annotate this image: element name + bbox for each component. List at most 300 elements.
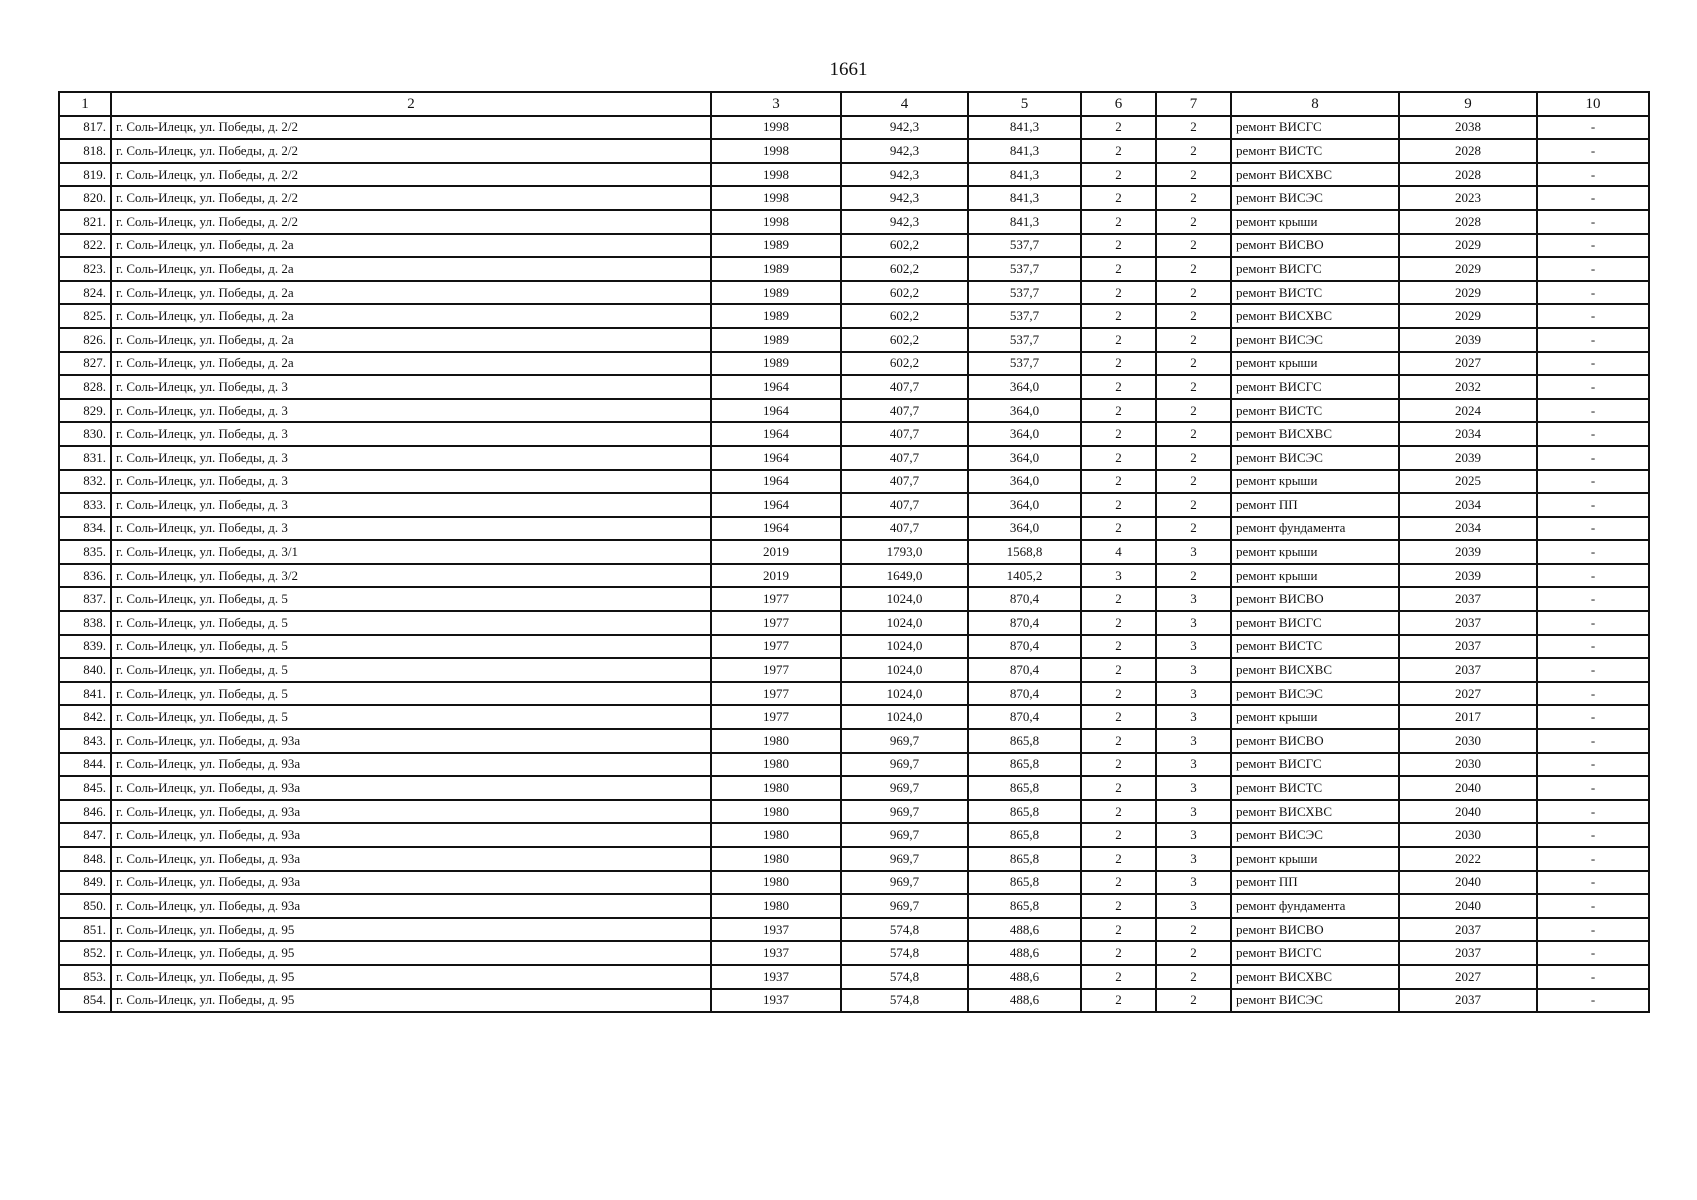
col-work-type-cell: ремонт крыши xyxy=(1231,564,1399,588)
col-year-cell: 1989 xyxy=(711,257,841,281)
header-col-note: 10 xyxy=(1537,92,1649,116)
col-year-cell: 1989 xyxy=(711,352,841,376)
col-entrances-cell: 2 xyxy=(1156,399,1231,423)
col-entrances-cell: 3 xyxy=(1156,635,1231,659)
col-note-cell: - xyxy=(1537,989,1649,1013)
col-note-cell: - xyxy=(1537,918,1649,942)
table-row xyxy=(59,965,1649,989)
col-num-cell: 831. xyxy=(59,446,111,470)
col-work-type-cell: ремонт ВИСХВС xyxy=(1231,422,1399,446)
col-area-living-cell: 841,3 xyxy=(968,163,1081,187)
col-address-cell: г. Соль-Илецк, ул. Победы, д. 93а xyxy=(111,776,711,800)
col-planned-year-cell: 2037 xyxy=(1399,941,1537,965)
col-planned-year-cell: 2028 xyxy=(1399,139,1537,163)
col-work-type-cell: ремонт ВИСЭС xyxy=(1231,823,1399,847)
header-row xyxy=(59,92,1649,116)
col-floors-cell: 2 xyxy=(1081,894,1156,918)
col-area-total-cell: 942,3 xyxy=(841,210,968,234)
col-area-total-cell: 574,8 xyxy=(841,965,968,989)
col-entrances-cell: 2 xyxy=(1156,470,1231,494)
col-year-cell: 1977 xyxy=(711,635,841,659)
col-work-type-cell: ремонт крыши xyxy=(1231,352,1399,376)
col-floors-cell: 2 xyxy=(1081,965,1156,989)
col-entrances-cell: 2 xyxy=(1156,281,1231,305)
col-num-cell: 828. xyxy=(59,375,111,399)
col-num-cell: 845. xyxy=(59,776,111,800)
col-planned-year-cell: 2040 xyxy=(1399,776,1537,800)
col-note-cell: - xyxy=(1537,753,1649,777)
col-area-living-cell: 870,4 xyxy=(968,587,1081,611)
table-row xyxy=(59,446,1649,470)
col-area-living-cell: 537,7 xyxy=(968,257,1081,281)
col-entrances-cell: 2 xyxy=(1156,493,1231,517)
col-work-type-cell: ремонт ВИСВО xyxy=(1231,587,1399,611)
col-entrances-cell: 3 xyxy=(1156,753,1231,777)
table-row xyxy=(59,186,1649,210)
table-row xyxy=(59,753,1649,777)
table-row xyxy=(59,328,1649,352)
col-address-cell: г. Соль-Илецк, ул. Победы, д. 5 xyxy=(111,682,711,706)
col-note-cell: - xyxy=(1537,399,1649,423)
table-row xyxy=(59,800,1649,824)
col-work-type-cell: ремонт ВИСГС xyxy=(1231,257,1399,281)
col-floors-cell: 2 xyxy=(1081,800,1156,824)
table-row xyxy=(59,682,1649,706)
col-year-cell: 1977 xyxy=(711,658,841,682)
col-work-type-cell: ремонт ВИСЭС xyxy=(1231,682,1399,706)
col-floors-cell: 2 xyxy=(1081,941,1156,965)
table-row xyxy=(59,587,1649,611)
col-address-cell: г. Соль-Илецк, ул. Победы, д. 3/1 xyxy=(111,540,711,564)
col-area-total-cell: 1024,0 xyxy=(841,635,968,659)
col-entrances-cell: 2 xyxy=(1156,186,1231,210)
col-year-cell: 1964 xyxy=(711,446,841,470)
col-planned-year-cell: 2037 xyxy=(1399,918,1537,942)
col-entrances-cell: 3 xyxy=(1156,847,1231,871)
col-area-living-cell: 870,4 xyxy=(968,635,1081,659)
table-row xyxy=(59,729,1649,753)
col-work-type-cell: ремонт ВИСГС xyxy=(1231,753,1399,777)
col-planned-year-cell: 2022 xyxy=(1399,847,1537,871)
table-row xyxy=(59,871,1649,895)
col-num-cell: 834. xyxy=(59,517,111,541)
col-num-cell: 825. xyxy=(59,304,111,328)
col-floors-cell: 2 xyxy=(1081,705,1156,729)
col-planned-year-cell: 2039 xyxy=(1399,328,1537,352)
col-planned-year-cell: 2038 xyxy=(1399,116,1537,140)
col-note-cell: - xyxy=(1537,540,1649,564)
col-work-type-cell: ремонт крыши xyxy=(1231,210,1399,234)
col-entrances-cell: 3 xyxy=(1156,705,1231,729)
col-area-total-cell: 969,7 xyxy=(841,800,968,824)
col-year-cell: 1989 xyxy=(711,281,841,305)
col-work-type-cell: ремонт крыши xyxy=(1231,540,1399,564)
header-col-address: 2 xyxy=(111,92,711,116)
table-row xyxy=(59,422,1649,446)
col-address-cell: г. Соль-Илецк, ул. Победы, д. 93а xyxy=(111,871,711,895)
col-planned-year-cell: 2039 xyxy=(1399,446,1537,470)
col-year-cell: 1980 xyxy=(711,847,841,871)
col-note-cell: - xyxy=(1537,304,1649,328)
col-work-type-cell: ремонт ВИСТС xyxy=(1231,635,1399,659)
col-area-living-cell: 364,0 xyxy=(968,399,1081,423)
col-entrances-cell: 2 xyxy=(1156,941,1231,965)
table-row xyxy=(59,116,1649,140)
col-year-cell: 2019 xyxy=(711,564,841,588)
col-planned-year-cell: 2034 xyxy=(1399,517,1537,541)
col-note-cell: - xyxy=(1537,705,1649,729)
col-num-cell: 851. xyxy=(59,918,111,942)
table-row xyxy=(59,139,1649,163)
col-note-cell: - xyxy=(1537,139,1649,163)
col-num-cell: 826. xyxy=(59,328,111,352)
col-work-type-cell: ремонт ВИСХВС xyxy=(1231,965,1399,989)
col-year-cell: 1980 xyxy=(711,823,841,847)
col-planned-year-cell: 2032 xyxy=(1399,375,1537,399)
col-entrances-cell: 2 xyxy=(1156,304,1231,328)
col-address-cell: г. Соль-Илецк, ул. Победы, д. 2/2 xyxy=(111,210,711,234)
col-entrances-cell: 3 xyxy=(1156,823,1231,847)
col-planned-year-cell: 2030 xyxy=(1399,753,1537,777)
col-area-total-cell: 969,7 xyxy=(841,729,968,753)
col-floors-cell: 2 xyxy=(1081,352,1156,376)
col-address-cell: г. Соль-Илецк, ул. Победы, д. 2/2 xyxy=(111,139,711,163)
col-floors-cell: 2 xyxy=(1081,611,1156,635)
col-area-total-cell: 574,8 xyxy=(841,989,968,1013)
col-address-cell: г. Соль-Илецк, ул. Победы, д. 3 xyxy=(111,399,711,423)
col-num-cell: 829. xyxy=(59,399,111,423)
col-num-cell: 837. xyxy=(59,587,111,611)
col-floors-cell: 2 xyxy=(1081,210,1156,234)
col-area-total-cell: 969,7 xyxy=(841,847,968,871)
col-work-type-cell: ремонт ВИСВО xyxy=(1231,918,1399,942)
col-entrances-cell: 3 xyxy=(1156,776,1231,800)
col-work-type-cell: ремонт ВИСГС xyxy=(1231,611,1399,635)
col-area-total-cell: 407,7 xyxy=(841,399,968,423)
col-floors-cell: 2 xyxy=(1081,304,1156,328)
table-row xyxy=(59,705,1649,729)
col-work-type-cell: ремонт ВИСТС xyxy=(1231,281,1399,305)
col-entrances-cell: 3 xyxy=(1156,587,1231,611)
col-num-cell: 842. xyxy=(59,705,111,729)
col-address-cell: г. Соль-Илецк, ул. Победы, д. 2а xyxy=(111,257,711,281)
col-work-type-cell: ремонт ВИСХВС xyxy=(1231,658,1399,682)
table-row xyxy=(59,234,1649,258)
col-address-cell: г. Соль-Илецк, ул. Победы, д. 93а xyxy=(111,847,711,871)
col-entrances-cell: 2 xyxy=(1156,446,1231,470)
col-area-total-cell: 407,7 xyxy=(841,422,968,446)
col-note-cell: - xyxy=(1537,470,1649,494)
header-col-area-living: 5 xyxy=(968,92,1081,116)
table-row xyxy=(59,304,1649,328)
col-area-living-cell: 364,0 xyxy=(968,422,1081,446)
col-area-living-cell: 865,8 xyxy=(968,753,1081,777)
col-work-type-cell: ремонт ПП xyxy=(1231,871,1399,895)
col-year-cell: 1937 xyxy=(711,941,841,965)
col-work-type-cell: ремонт ВИСГС xyxy=(1231,116,1399,140)
col-note-cell: - xyxy=(1537,965,1649,989)
col-note-cell: - xyxy=(1537,493,1649,517)
col-note-cell: - xyxy=(1537,894,1649,918)
col-address-cell: г. Соль-Илецк, ул. Победы, д. 93а xyxy=(111,729,711,753)
col-area-total-cell: 969,7 xyxy=(841,823,968,847)
col-planned-year-cell: 2040 xyxy=(1399,871,1537,895)
col-entrances-cell: 2 xyxy=(1156,210,1231,234)
col-num-cell: 821. xyxy=(59,210,111,234)
col-address-cell: г. Соль-Илецк, ул. Победы, д. 2/2 xyxy=(111,116,711,140)
col-note-cell: - xyxy=(1537,635,1649,659)
col-floors-cell: 2 xyxy=(1081,635,1156,659)
col-year-cell: 1998 xyxy=(711,139,841,163)
table-row xyxy=(59,352,1649,376)
col-year-cell: 1937 xyxy=(711,965,841,989)
col-address-cell: г. Соль-Илецк, ул. Победы, д. 5 xyxy=(111,658,711,682)
col-area-living-cell: 537,7 xyxy=(968,234,1081,258)
register-table xyxy=(58,91,1650,1013)
col-floors-cell: 2 xyxy=(1081,682,1156,706)
col-num-cell: 817. xyxy=(59,116,111,140)
col-area-living-cell: 488,6 xyxy=(968,918,1081,942)
col-floors-cell: 2 xyxy=(1081,446,1156,470)
col-year-cell: 2019 xyxy=(711,540,841,564)
col-area-total-cell: 942,3 xyxy=(841,163,968,187)
col-year-cell: 1964 xyxy=(711,399,841,423)
col-address-cell: г. Соль-Илецк, ул. Победы, д. 95 xyxy=(111,989,711,1013)
table-row xyxy=(59,941,1649,965)
col-floors-cell: 4 xyxy=(1081,540,1156,564)
col-entrances-cell: 3 xyxy=(1156,800,1231,824)
col-note-cell: - xyxy=(1537,186,1649,210)
col-year-cell: 1989 xyxy=(711,304,841,328)
col-floors-cell: 2 xyxy=(1081,847,1156,871)
col-area-total-cell: 407,7 xyxy=(841,446,968,470)
col-area-living-cell: 364,0 xyxy=(968,470,1081,494)
col-work-type-cell: ремонт ВИСТС xyxy=(1231,776,1399,800)
col-planned-year-cell: 2034 xyxy=(1399,493,1537,517)
col-floors-cell: 2 xyxy=(1081,328,1156,352)
col-note-cell: - xyxy=(1537,281,1649,305)
col-floors-cell: 2 xyxy=(1081,399,1156,423)
col-num-cell: 848. xyxy=(59,847,111,871)
col-planned-year-cell: 2028 xyxy=(1399,163,1537,187)
table-row xyxy=(59,470,1649,494)
col-area-living-cell: 1405,2 xyxy=(968,564,1081,588)
col-planned-year-cell: 2037 xyxy=(1399,635,1537,659)
col-floors-cell: 2 xyxy=(1081,753,1156,777)
col-num-cell: 819. xyxy=(59,163,111,187)
col-note-cell: - xyxy=(1537,941,1649,965)
col-address-cell: г. Соль-Илецк, ул. Победы, д. 2/2 xyxy=(111,186,711,210)
col-year-cell: 1937 xyxy=(711,918,841,942)
table-row xyxy=(59,540,1649,564)
col-year-cell: 1980 xyxy=(711,729,841,753)
col-num-cell: 853. xyxy=(59,965,111,989)
col-planned-year-cell: 2040 xyxy=(1399,800,1537,824)
col-address-cell: г. Соль-Илецк, ул. Победы, д. 2а xyxy=(111,352,711,376)
col-year-cell: 1998 xyxy=(711,210,841,234)
col-num-cell: 839. xyxy=(59,635,111,659)
col-floors-cell: 2 xyxy=(1081,186,1156,210)
table-row xyxy=(59,210,1649,234)
col-area-total-cell: 407,7 xyxy=(841,470,968,494)
col-work-type-cell: ремонт ВИСХВС xyxy=(1231,163,1399,187)
col-entrances-cell: 2 xyxy=(1156,116,1231,140)
col-area-total-cell: 407,7 xyxy=(841,375,968,399)
col-year-cell: 1998 xyxy=(711,116,841,140)
col-floors-cell: 2 xyxy=(1081,281,1156,305)
col-entrances-cell: 2 xyxy=(1156,422,1231,446)
col-work-type-cell: ремонт ВИСВО xyxy=(1231,234,1399,258)
col-floors-cell: 2 xyxy=(1081,989,1156,1013)
col-entrances-cell: 2 xyxy=(1156,564,1231,588)
col-note-cell: - xyxy=(1537,352,1649,376)
col-year-cell: 1964 xyxy=(711,422,841,446)
col-area-total-cell: 602,2 xyxy=(841,257,968,281)
col-entrances-cell: 2 xyxy=(1156,257,1231,281)
table-row xyxy=(59,918,1649,942)
col-num-cell: 847. xyxy=(59,823,111,847)
header-col-floors: 6 xyxy=(1081,92,1156,116)
col-work-type-cell: ремонт крыши xyxy=(1231,847,1399,871)
col-address-cell: г. Соль-Илецк, ул. Победы, д. 95 xyxy=(111,918,711,942)
col-area-living-cell: 841,3 xyxy=(968,139,1081,163)
col-area-total-cell: 407,7 xyxy=(841,493,968,517)
col-note-cell: - xyxy=(1537,564,1649,588)
col-entrances-cell: 2 xyxy=(1156,328,1231,352)
col-area-total-cell: 407,7 xyxy=(841,517,968,541)
col-address-cell: г. Соль-Илецк, ул. Победы, д. 93а xyxy=(111,823,711,847)
col-entrances-cell: 3 xyxy=(1156,540,1231,564)
col-year-cell: 1937 xyxy=(711,989,841,1013)
table-header xyxy=(59,92,1649,116)
col-area-total-cell: 969,7 xyxy=(841,871,968,895)
table-row xyxy=(59,399,1649,423)
col-note-cell: - xyxy=(1537,163,1649,187)
col-planned-year-cell: 2027 xyxy=(1399,352,1537,376)
col-note-cell: - xyxy=(1537,446,1649,470)
col-year-cell: 1977 xyxy=(711,611,841,635)
col-note-cell: - xyxy=(1537,587,1649,611)
col-num-cell: 838. xyxy=(59,611,111,635)
col-planned-year-cell: 2029 xyxy=(1399,234,1537,258)
col-year-cell: 1977 xyxy=(711,705,841,729)
col-area-living-cell: 537,7 xyxy=(968,328,1081,352)
col-area-living-cell: 865,8 xyxy=(968,776,1081,800)
col-floors-cell: 2 xyxy=(1081,493,1156,517)
table-body xyxy=(59,116,1649,1013)
col-entrances-cell: 2 xyxy=(1156,965,1231,989)
col-note-cell: - xyxy=(1537,375,1649,399)
page-number: 1661 xyxy=(829,59,868,80)
col-work-type-cell: ремонт ВИСТС xyxy=(1231,399,1399,423)
col-note-cell: - xyxy=(1537,422,1649,446)
col-area-living-cell: 865,8 xyxy=(968,823,1081,847)
col-planned-year-cell: 2023 xyxy=(1399,186,1537,210)
col-entrances-cell: 3 xyxy=(1156,682,1231,706)
col-num-cell: 823. xyxy=(59,257,111,281)
col-num-cell: 818. xyxy=(59,139,111,163)
header-col-num: 1 xyxy=(59,92,111,116)
col-floors-cell: 2 xyxy=(1081,470,1156,494)
header-col-work-type: 8 xyxy=(1231,92,1399,116)
col-address-cell: г. Соль-Илецк, ул. Победы, д. 3 xyxy=(111,375,711,399)
col-year-cell: 1989 xyxy=(711,234,841,258)
col-address-cell: г. Соль-Илецк, ул. Победы, д. 3/2 xyxy=(111,564,711,588)
col-entrances-cell: 3 xyxy=(1156,611,1231,635)
table-row xyxy=(59,493,1649,517)
col-area-living-cell: 841,3 xyxy=(968,210,1081,234)
col-address-cell: г. Соль-Илецк, ул. Победы, д. 3 xyxy=(111,422,711,446)
col-area-living-cell: 488,6 xyxy=(968,965,1081,989)
col-work-type-cell: ремонт ВИСХВС xyxy=(1231,800,1399,824)
col-work-type-cell: ремонт ВИСВО xyxy=(1231,729,1399,753)
col-floors-cell: 2 xyxy=(1081,871,1156,895)
col-note-cell: - xyxy=(1537,210,1649,234)
col-planned-year-cell: 2030 xyxy=(1399,823,1537,847)
col-note-cell: - xyxy=(1537,800,1649,824)
col-address-cell: г. Соль-Илецк, ул. Победы, д. 5 xyxy=(111,587,711,611)
col-area-total-cell: 574,8 xyxy=(841,941,968,965)
col-planned-year-cell: 2025 xyxy=(1399,470,1537,494)
col-note-cell: - xyxy=(1537,517,1649,541)
col-floors-cell: 2 xyxy=(1081,517,1156,541)
col-num-cell: 840. xyxy=(59,658,111,682)
col-planned-year-cell: 2027 xyxy=(1399,965,1537,989)
col-area-living-cell: 537,7 xyxy=(968,352,1081,376)
col-address-cell: г. Соль-Илецк, ул. Победы, д. 2а xyxy=(111,234,711,258)
col-work-type-cell: ремонт ВИСГС xyxy=(1231,375,1399,399)
table-row xyxy=(59,894,1649,918)
col-floors-cell: 2 xyxy=(1081,658,1156,682)
col-area-living-cell: 841,3 xyxy=(968,116,1081,140)
col-work-type-cell: ремонт ВИСЭС xyxy=(1231,446,1399,470)
col-note-cell: - xyxy=(1537,328,1649,352)
col-work-type-cell: ремонт ВИСТС xyxy=(1231,139,1399,163)
col-floors-cell: 2 xyxy=(1081,375,1156,399)
col-area-living-cell: 488,6 xyxy=(968,989,1081,1013)
col-area-total-cell: 942,3 xyxy=(841,116,968,140)
col-note-cell: - xyxy=(1537,729,1649,753)
col-entrances-cell: 3 xyxy=(1156,729,1231,753)
col-num-cell: 850. xyxy=(59,894,111,918)
col-work-type-cell: ремонт ВИСЭС xyxy=(1231,186,1399,210)
col-num-cell: 835. xyxy=(59,540,111,564)
col-address-cell: г. Соль-Илецк, ул. Победы, д. 95 xyxy=(111,941,711,965)
col-entrances-cell: 2 xyxy=(1156,918,1231,942)
col-area-total-cell: 1793,0 xyxy=(841,540,968,564)
col-entrances-cell: 3 xyxy=(1156,871,1231,895)
col-area-living-cell: 488,6 xyxy=(968,941,1081,965)
table-row xyxy=(59,611,1649,635)
col-year-cell: 1980 xyxy=(711,753,841,777)
col-floors-cell: 2 xyxy=(1081,422,1156,446)
col-floors-cell: 2 xyxy=(1081,823,1156,847)
header-col-planned-year: 9 xyxy=(1399,92,1537,116)
col-year-cell: 1980 xyxy=(711,800,841,824)
table-row xyxy=(59,281,1649,305)
col-area-total-cell: 602,2 xyxy=(841,304,968,328)
col-note-cell: - xyxy=(1537,611,1649,635)
col-address-cell: г. Соль-Илецк, ул. Победы, д. 3 xyxy=(111,517,711,541)
col-area-living-cell: 1568,8 xyxy=(968,540,1081,564)
col-year-cell: 1964 xyxy=(711,493,841,517)
col-num-cell: 854. xyxy=(59,989,111,1013)
col-address-cell: г. Соль-Илецк, ул. Победы, д. 2а xyxy=(111,328,711,352)
col-area-total-cell: 1024,0 xyxy=(841,587,968,611)
col-address-cell: г. Соль-Илецк, ул. Победы, д. 5 xyxy=(111,611,711,635)
header-col-year: 3 xyxy=(711,92,841,116)
col-year-cell: 1964 xyxy=(711,375,841,399)
